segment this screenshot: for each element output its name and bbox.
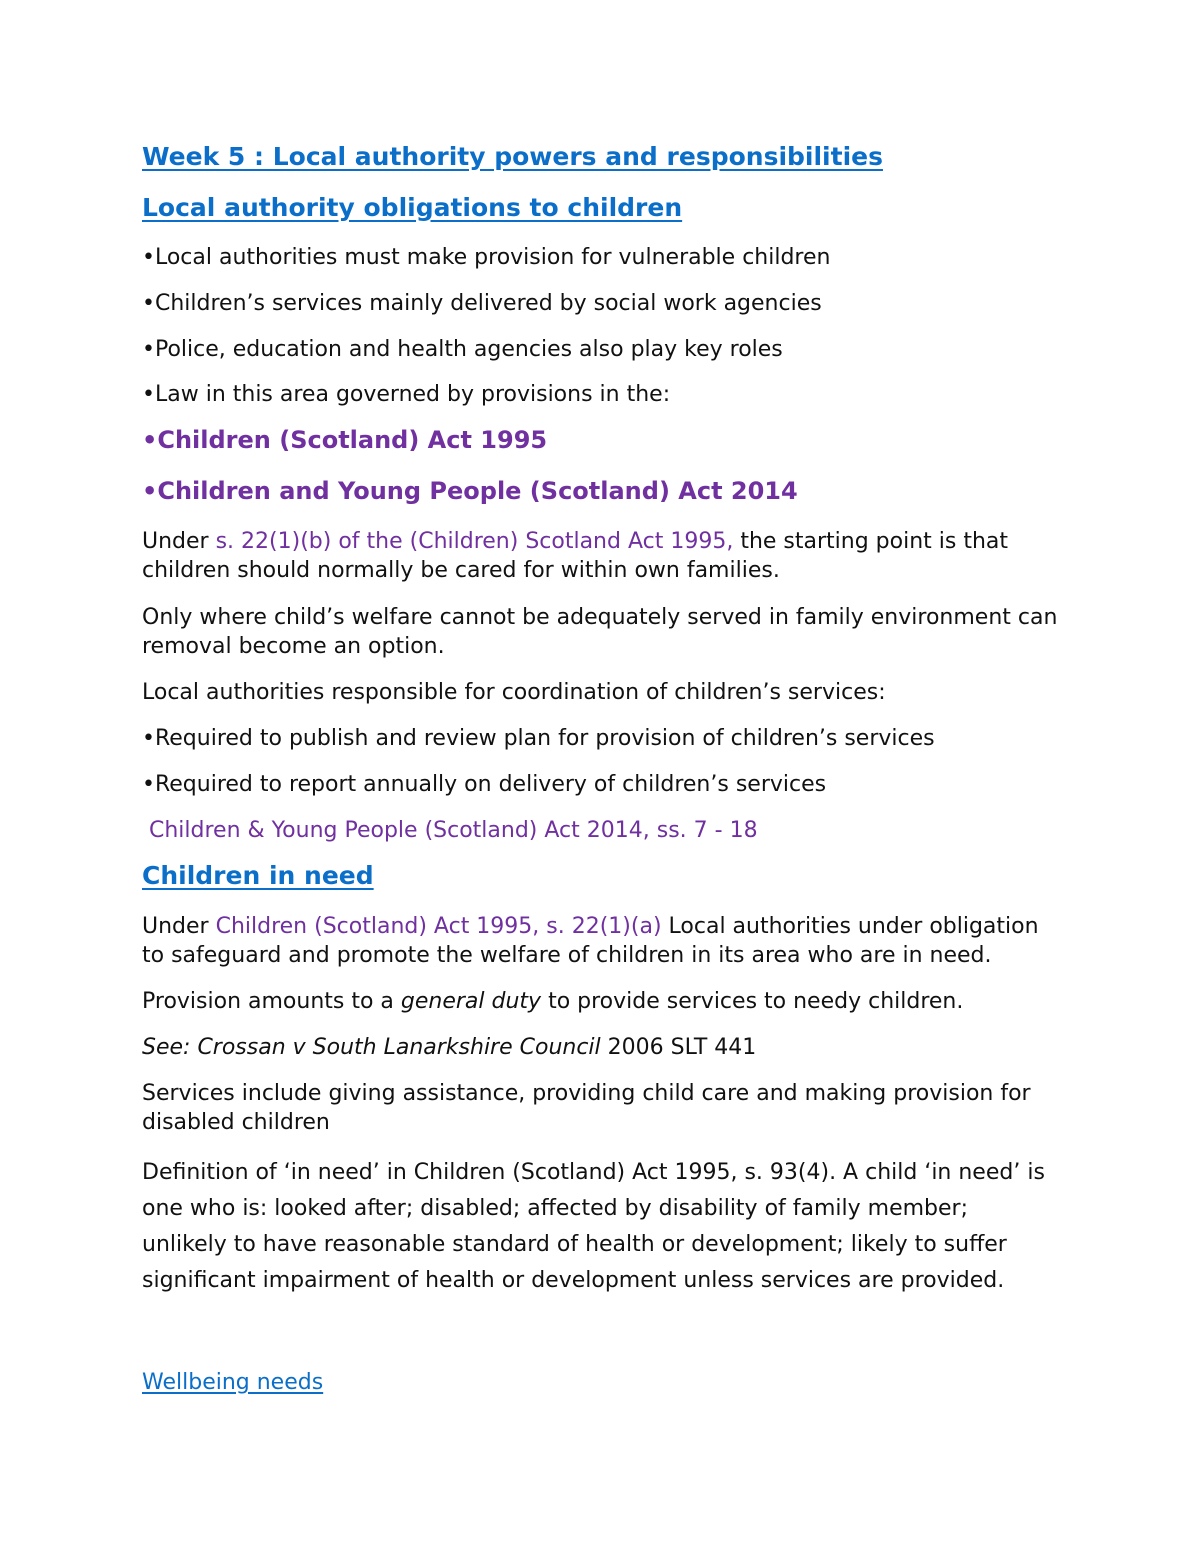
case-name: See: Crossan v South Lanarkshire Council xyxy=(142,1035,601,1060)
paragraph-general-duty xyxy=(142,987,963,1016)
definition-line: one who is: looked after; disabled; affected by disability of family member; xyxy=(142,1196,969,1221)
bullet-item: •Police, education and health agencies also play key roles xyxy=(142,337,783,362)
paragraph-line: children should normally be cared for within own families. xyxy=(142,558,780,583)
paragraph-line: Services include giving assistance, providing child care and making provision for xyxy=(142,1081,1031,1106)
paragraph-coordination: Local authorities responsible for coordination of children’s services: xyxy=(142,680,886,705)
act-reference: Children & Young People (Scotland) Act 2014, ss. 7 - 18 xyxy=(142,818,758,843)
act-item: •Children and Young People (Scotland) Act 2014 xyxy=(142,477,798,505)
paragraph-obligation xyxy=(142,912,1039,941)
bullet-item: •Required to report annually on delivery of children’s services xyxy=(142,772,827,797)
definition-line: significant impairment of health or development unless services are provided. xyxy=(142,1268,1005,1293)
paragraph-line: to safeguard and promote the welfare of children in its area who are in need. xyxy=(142,943,992,968)
text: Under xyxy=(142,914,216,939)
text: Provision amounts to a xyxy=(142,989,401,1014)
paragraph-line: removal become an option. xyxy=(142,634,445,659)
text: Under xyxy=(142,529,216,554)
text: the starting point is that xyxy=(733,529,1009,554)
section-title-obligations: Local authority obligations to children xyxy=(142,193,683,222)
page-heading: Week 5 : Local authority powers and responsibilities xyxy=(142,142,883,171)
case-citation xyxy=(142,1033,756,1062)
paragraph-starting-point xyxy=(142,527,1008,556)
bullet-item: •Required to publish and review plan for provision of children’s services xyxy=(142,726,935,751)
statute-reference: s. 22(1)(b) of the (Children) Scotland Act 1995, xyxy=(215,529,734,554)
text: Local authorities under obligation xyxy=(661,914,1039,939)
act-item: •Children (Scotland) Act 1995 xyxy=(142,426,548,454)
wellbeing-needs-link[interactable]: Wellbeing needs xyxy=(142,1370,324,1395)
bullet-item: •Law in this area governed by provisions in the: xyxy=(142,382,671,407)
paragraph-line: disabled children xyxy=(142,1110,330,1135)
emphasis: general duty xyxy=(400,989,542,1014)
text: to provide services to needy children. xyxy=(541,989,964,1014)
bullet-item: •Local authorities must make provision for vulnerable children xyxy=(142,245,831,270)
section-title-children-in-need: Children in need xyxy=(142,861,374,890)
statute-reference: Children (Scotland) Act 1995, s. 22(1)(a) xyxy=(215,914,662,939)
definition-line: unlikely to have reasonable standard of health or development; likely to suffer xyxy=(142,1232,1007,1257)
paragraph-line: Only where child’s welfare cannot be adequately served in family environment can xyxy=(142,605,1058,630)
text: 2006 SLT 441 xyxy=(600,1035,757,1060)
bullet-item: •Children’s services mainly delivered by social work agencies xyxy=(142,291,822,316)
definition-line: Definition of ‘in need’ in Children (Scotland) Act 1995, s. 93(4). A child ‘in need’ is xyxy=(142,1160,1045,1185)
